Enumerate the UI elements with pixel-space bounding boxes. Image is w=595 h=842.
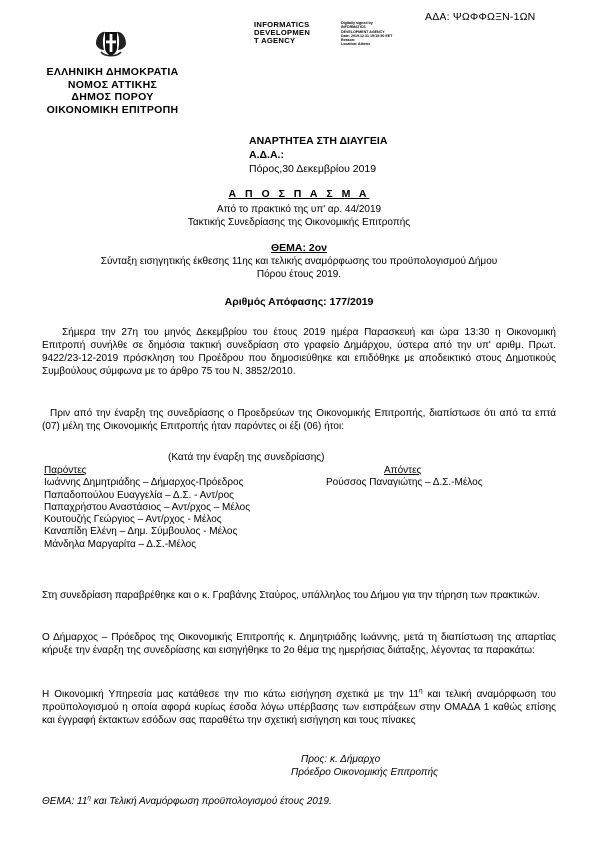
- signature-detail-line: Date: 2019.12.31 15:10:50 EET: [341, 33, 393, 38]
- signature-details: [341, 21, 401, 47]
- digital-signature-block: [254, 20, 393, 47]
- present-header: Παρόντες: [44, 465, 87, 476]
- list-item: Καναπίδη Ελένη – Δημ. Σύμβουλος - Μέλος: [44, 526, 238, 538]
- signature-detail-line: DEVELOPMENT AGENCY: [341, 29, 385, 34]
- list-item: Παπαδοπούλου Ευαγγελία – Δ.Σ. - Αντ/ρος: [44, 489, 234, 501]
- addressee-block: [291, 753, 438, 779]
- minutes-line: Τακτικής Συνεδρίασης της Οικονομικής Επιτροπής: [187, 217, 411, 228]
- superscript: η: [87, 794, 91, 802]
- paragraph-text: και τελική αναμόρφωση του προϋπολογισμού η οποία αφορά κυρίως έσοδα λόγω υπέρβασης των εισπράξεων στην ΟΜΑΔΑ 1 καθώς επίσης και έγγραφή έκτακτων εσόδων σας παραθέτω την σχετική εισήγηση και τους πίνακες: [42, 689, 557, 726]
- list-item: Ρούσσος Παναγιώτης – Δ.Σ.-Μέλος: [326, 477, 483, 489]
- signature-org-line: INFORMATICS: [254, 20, 310, 29]
- absent-column: [326, 465, 546, 490]
- paragraph-secretary: Στη συνεδρίαση παραβρέθηκε και ο κ. Γραβάνης Σταύρος, υπάλληλος του Δήμου για την τήρηση των πρακτικών.: [42, 590, 540, 601]
- superscript: η: [418, 687, 423, 695]
- signature-detail-line: INFORMATICS: [341, 25, 366, 30]
- footer-subject: [42, 796, 332, 807]
- footer-text: ΘΕΜΑ: 11: [42, 796, 88, 807]
- list-item: Ιωάννης Δημητριάδης – Δήμαρχος-Πρόεδρος: [44, 477, 244, 489]
- authority-header: [30, 66, 195, 116]
- absent-header: Απόντες: [384, 465, 422, 476]
- header-line: ΕΛΛΗΝΙΚΗ ΔΗΜΟΚΡΑΤΙΑ: [46, 66, 179, 78]
- subject-line: Πόρου έτους 2019.: [256, 269, 342, 280]
- paragraph-text: Η Οικονομική Υπηρεσία μας κατάθεσε την πιο κάτω εισήγηση σχετικά με την 11: [42, 689, 419, 700]
- signature-org-line: T AGENCY: [254, 36, 296, 45]
- addressee-line: Πρόεδρο Οικονομικής Επιτροπής: [291, 767, 439, 778]
- decision-number: Αριθμός Απόφασης: 177/2019: [224, 296, 374, 308]
- subject-description: [40, 255, 558, 281]
- paragraph-finance-report: [42, 688, 556, 727]
- paragraph-meeting-intro: Σήμερα την 27η του μηνός Δεκεμβρίου του έτους 2019 ημέρα Παρασκευή και ώρα 13:30 η Οικονομική Επιτροπή συνήλθε σε δημόσια τακτική συνεδρίαση στο γραφείο Δημάρχου, ύστερα από την υπ' αριθμ. Πρωτ. 9422/23-12-2019 πρόσκληση του Προέδρου που δημοσιεύθηκε και επιδόθηκε με αποδεικτικό στους Δημοτικούς Συμβούλους σύμφωνα με το άρθρο 75 του Ν. 3852/2010.: [42, 327, 556, 377]
- paragraph-mayor-intro: Ο Δήμαρχος – Πρόεδρος της Οικονομικής Επιτροπής κ. Δημητριάδης Ιωάννης, μετά τη διαπίστωση της απαρτίας κήρυξε την έναρξη της συνεδρίασης και εισηγήθηκε το 2ο θέμα της ημερήσιας διάταξης, λέγοντας τα παρακάτω:: [42, 632, 556, 656]
- place-date: Πόρος,30 Δεκεμβρίου 2019: [249, 163, 377, 175]
- publish-note: [249, 134, 387, 176]
- publish-title: ΑΝΑΡΤΗΤΕΑ ΣΤΗ ΔΙΑΥΓΕΙΑ: [249, 135, 388, 147]
- document-title: Α Π Ο Σ Π Α Σ Μ Α: [228, 188, 370, 200]
- minutes-line: Από το πρακτικό της υπ' αρ. 44/2019: [216, 204, 382, 215]
- paragraph-quorum: Πριν από την έναρξη της συνεδρίασης ο Προεδρεύων της Οικονομικής Επιτροπής, διαπίστωσε ότι από τα επτά (07) μέλη της Οικονομικής Επιτροπής ήταν παρόντες οι έξι (06) ήτοι:: [42, 408, 556, 432]
- list-item: Παπαχρήστου Αναστάσιος – Αντ/ρχος – Μέλος: [44, 501, 251, 513]
- attendance-note: (Κατά την έναρξη της συνεδρίασης): [168, 452, 325, 463]
- header-line: ΔΗΜΟΣ ΠΟΡΟΥ: [71, 91, 154, 103]
- list-item: Μάνδηλα Μαργαρίτα – Δ.Σ.-Μέλος: [44, 538, 197, 550]
- header-line: ΝΟΜΟΣ ΑΤΤΙΚΗΣ: [67, 78, 158, 91]
- subject-line: Σύνταξη εισηγητικής έκθεσης 11ης και τελικής αναμόρφωσης του προϋπολογισμού Δήμου: [100, 256, 498, 267]
- greek-coat-of-arms-icon: [93, 28, 129, 60]
- signature-detail-line: Reason:: [341, 38, 356, 43]
- header-line: ΟΙΚΟΝΟΜΙΚΗ ΕΠΙΤΡΟΠΗ: [46, 103, 179, 116]
- signature-detail-line: Location: Athens: [341, 42, 371, 47]
- footer-text: και Τελική Αναμόρφωση προϋπολογισμού έτους 2019.: [91, 796, 332, 807]
- list-item: Κουτουζής Γεώργιος – Αντ/ρχος - Μέλος: [44, 514, 222, 526]
- signature-org-line: DEVELOPMEN: [254, 28, 311, 37]
- ada-code: ΑΔΑ: ΨΩΦΦΩΞΝ-1ΩΝ: [425, 11, 536, 23]
- signature-detail-line: Digitally signed by: [341, 21, 373, 25]
- ada-label: Α.Δ.Α.:: [249, 149, 284, 161]
- present-column: [44, 465, 324, 551]
- subject-heading: ΘΕΜΑ: 2ον: [270, 242, 327, 254]
- minutes-reference: [40, 203, 558, 229]
- addressee-line: Προς: κ. Δήμαρχο: [301, 754, 381, 765]
